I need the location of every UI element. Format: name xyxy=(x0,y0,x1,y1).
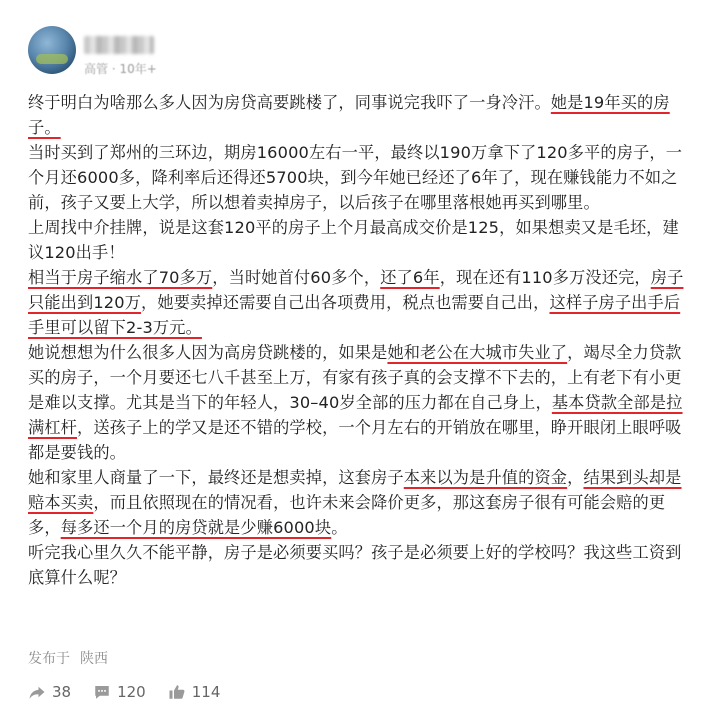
post-paragraph xyxy=(28,140,688,215)
highlighted-text: 她是19年买的房子。 xyxy=(28,93,670,137)
highlighted-text: 结果到头却是赔本买卖 xyxy=(28,468,682,512)
published-label: 发布于 xyxy=(28,651,70,667)
paragraph-text: 当时买到了郑州的三环边，期房16000左右一平，最终以190万拿下了120多平的房子，一个月还6000多，降利率后还得还5700块，到今年她已经还了6年了，现在赚钱能力不如之前，孩子又要上大学，所以想着卖掉房子，以后孩子在哪里落根她再买到哪里。 xyxy=(28,143,683,212)
action-bar xyxy=(28,681,242,703)
paragraph-text: ，现在还有110多万没还完， xyxy=(439,268,651,287)
paragraph-text: 她说想想为什么很多人因为高房贷跳楼的，如果是 xyxy=(28,343,388,362)
paragraph-text: ，她要卖掉还需要自己出各项费用，税点也需要自己出， xyxy=(141,293,550,312)
highlighted-text: 还了6年 xyxy=(380,268,440,287)
post-header xyxy=(28,26,328,82)
highlighted-text: 本来以为是升值的资金 xyxy=(403,468,568,487)
comment-icon xyxy=(93,683,111,701)
publish-location xyxy=(28,648,108,668)
paragraph-text: ，当时她首付60多个， xyxy=(212,268,381,287)
highlighted-text: 每多还一个月的房贷就是少赚6000块 xyxy=(60,518,332,537)
share-icon xyxy=(28,683,46,701)
post-paragraph xyxy=(28,265,688,340)
paragraph-text: 上周找中介挂牌，说是这套120平的房子上个月最高成交价是125，如果想卖又是毛坯，建议120出手！ xyxy=(28,218,679,262)
avatar[interactable] xyxy=(28,26,76,74)
paragraph-text: 。 xyxy=(331,518,348,537)
post-body xyxy=(28,90,688,590)
comment-count: 120 xyxy=(117,683,146,701)
highlighted-text: 她和老公在大城市失业了 xyxy=(387,343,568,362)
paragraph-text: 终于明白为啥那么多人因为房贷高要跳楼了，同事说完我吓了一身冷汗。 xyxy=(28,93,551,112)
location-text: 陕西 xyxy=(80,651,108,667)
paragraph-text: ，而且依照现在的情况看，也许未来会降价更多，那这套房子很有可能会赔的更多， xyxy=(28,493,666,537)
paragraph-text: 她和家里人商量了一下，最终还是想卖掉，这套房子 xyxy=(28,468,404,487)
like-count: 114 xyxy=(191,683,221,701)
paragraph-text: ，送孩子上的学又是还不错的学校，一个月左右的开销放在哪里，睁开眼闭上眼呼吸都是要钱的。 xyxy=(28,418,682,462)
paragraph-text: 听完我心里久久不能平静，房子是必须要买吗？孩子是必须要上好的学校吗？我这些工资到底算什么呢？ xyxy=(28,543,682,587)
post-paragraph xyxy=(28,90,688,140)
highlighted-text: 基本贷款全部是拉满杠杆 xyxy=(28,393,683,437)
thumbs-up-icon xyxy=(168,683,186,701)
username-blurred[interactable] xyxy=(84,36,154,54)
share-count: 38 xyxy=(52,683,72,701)
author-meta: 高管 · 10年+ xyxy=(84,62,157,76)
highlighted-text: 相当于房子缩水了70多万 xyxy=(28,268,213,287)
post-paragraph xyxy=(28,465,688,540)
post-paragraph xyxy=(28,340,688,465)
post-paragraph xyxy=(28,540,688,590)
share-button[interactable] xyxy=(28,683,71,701)
highlighted-text: 房子只能出到120万 xyxy=(28,268,684,312)
paragraph-text: ，竭尽全力贷款买的房子，一个月要还七八千甚至上万，有家有孩子真的会支撑不下去的，上有老下有小更是难以支撑。尤其是当下的年轻人，30–40岁全部的压力都在自己身上， xyxy=(28,343,682,412)
paragraph-text: ， xyxy=(567,468,584,487)
highlighted-text: 这样子房子出手后手里可以留下2-3万元。 xyxy=(28,293,681,337)
post-paragraph xyxy=(28,215,688,265)
comment-button[interactable] xyxy=(93,683,146,701)
like-button[interactable] xyxy=(168,683,221,701)
